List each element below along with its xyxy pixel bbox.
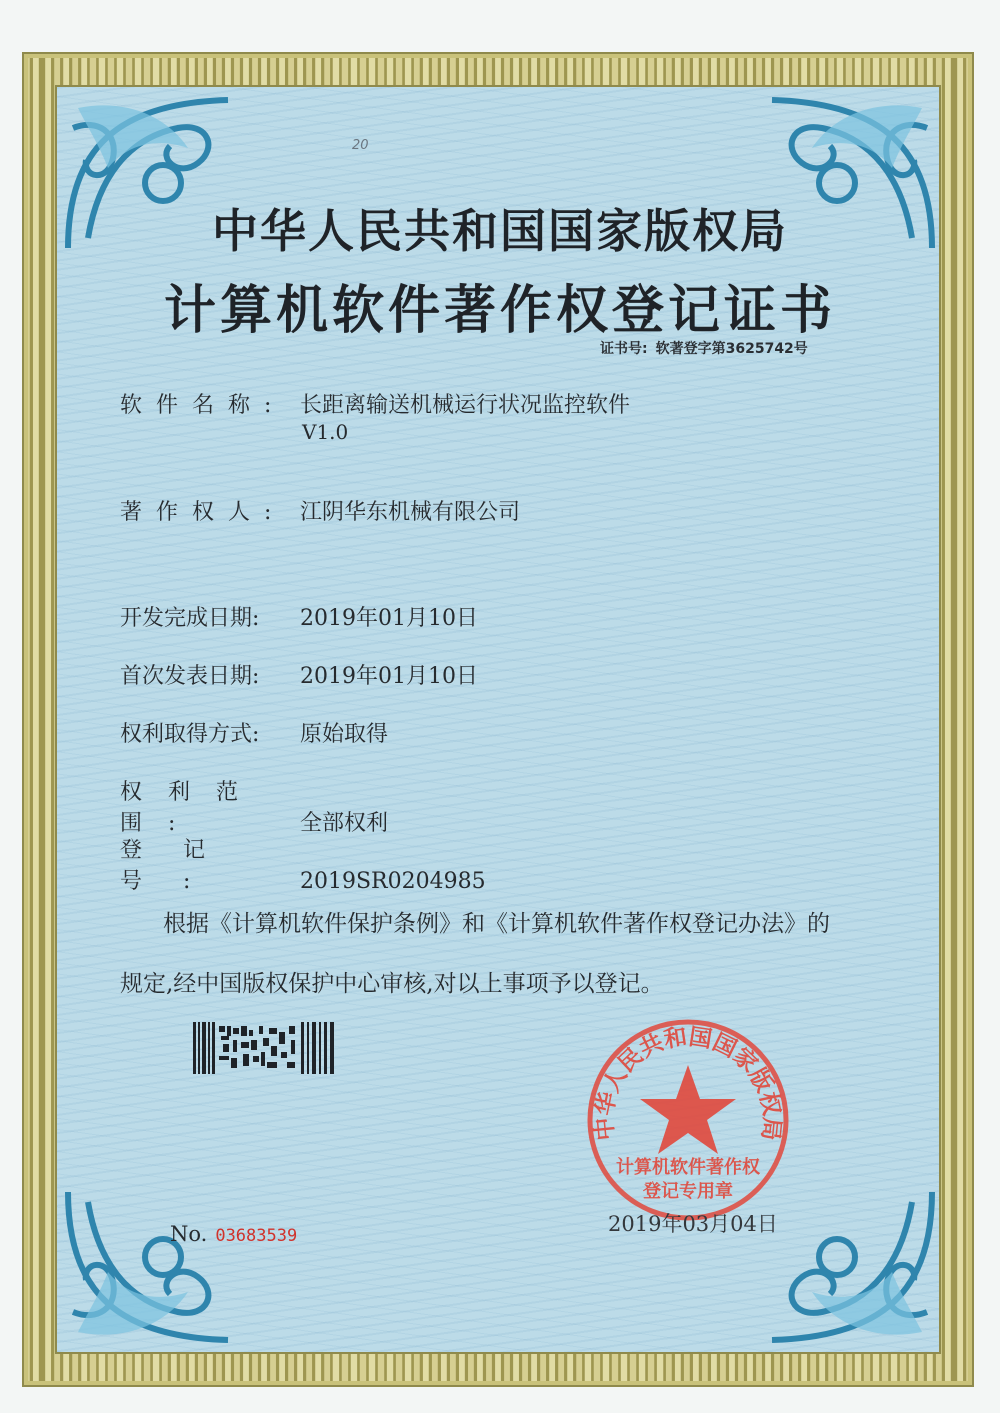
- acquire-row: [120, 717, 388, 748]
- statement-line-1: 根据《计算机软件保护条例》和《计算机软件著作权登记办法》的: [163, 911, 830, 937]
- dev-date-row: [120, 601, 478, 632]
- scope-row: [120, 775, 388, 837]
- dev-date-value: 2019年01月10日: [300, 606, 478, 631]
- statement-line-2: 规定,经中国版权保护中心审核,对以上事项予以登记。: [120, 971, 664, 997]
- owner-label: 著作权人:: [120, 500, 286, 525]
- certificate-number-label: 证书号:: [600, 341, 648, 357]
- serial-label: No.: [170, 1222, 208, 1246]
- acquire-value: 原始取得: [300, 722, 389, 747]
- owner-value: 江阴华东机械有限公司: [300, 500, 521, 525]
- seal-center-line-2: 登记专用章: [643, 1181, 733, 1202]
- software-version: V1.0: [302, 420, 349, 444]
- pub-date-row: [120, 659, 478, 690]
- reg-no-label: 登记号:: [120, 838, 247, 894]
- handwritten-mark: 20: [352, 138, 369, 153]
- serial-value: 03683539: [215, 1226, 298, 1246]
- seal-star-icon: [640, 1065, 736, 1154]
- pub-date-value: 2019年01月10日: [300, 664, 478, 689]
- acquire-label: 权利取得方式:: [120, 722, 260, 747]
- official-seal: [583, 1015, 793, 1225]
- software-name-label: 软件名称:: [120, 393, 286, 418]
- barcode-2d: [193, 1022, 335, 1074]
- dev-date-label: 开发完成日期:: [120, 606, 260, 631]
- pub-date-label: 首次发表日期:: [120, 664, 260, 689]
- seal-center-line-1: 计算机软件著作权: [616, 1157, 760, 1178]
- reg-no-value: 2019SR0204985: [300, 869, 486, 894]
- scope-value: 全部权利: [300, 811, 389, 836]
- certificate-number: [600, 338, 808, 358]
- reg-no-row: [120, 833, 486, 895]
- issue-date: 2019年03月04日: [608, 1212, 778, 1236]
- scope-label: 权利范围:: [120, 780, 265, 836]
- software-name-row: [120, 388, 630, 419]
- seal-ring-text: 中华人民共和国国家版权局: [590, 1023, 786, 1142]
- corner-ornament-bottom-left: [58, 1182, 248, 1352]
- owner-row: [120, 495, 520, 526]
- certificate-title: 计算机软件著作权登记证书: [163, 280, 836, 341]
- software-name-value: 长距离输送机械运行状况监控软件: [300, 393, 631, 418]
- certificate-number-value: 软著登字第3625742号: [655, 341, 808, 357]
- serial-number: [170, 1222, 297, 1246]
- issuing-authority: 中华人民共和国国家版权局: [212, 204, 788, 258]
